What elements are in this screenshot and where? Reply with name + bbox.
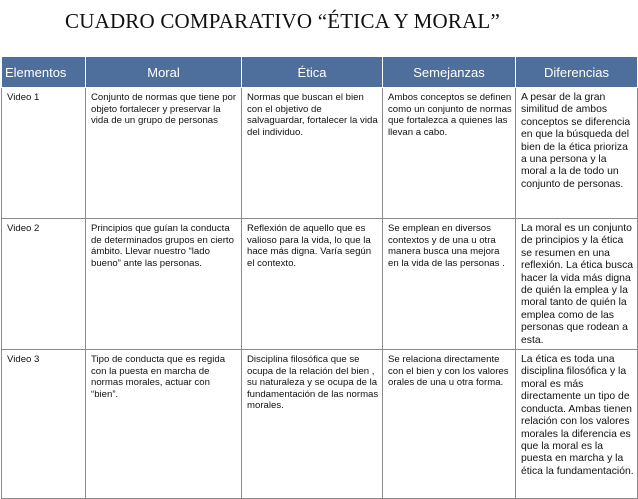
header-moral: Moral	[86, 57, 242, 88]
comparison-table	[1, 56, 638, 499]
header-etica: Ética	[242, 57, 383, 88]
table-row	[2, 350, 638, 499]
table-row	[2, 219, 638, 350]
cell-diferencias: La moral es un conjunto de principios y la ética se resumen en una reflexión. La ética busca hacer la vida más digna de quién la emplea y la moral tanto de quién la emplea como de las personas que rodean a esta.	[516, 219, 638, 350]
cell-element: Video 1	[2, 88, 86, 219]
cell-semejanzas: Se relaciona directamente con el bien y con los valores orales de una u otra forma.	[383, 350, 516, 499]
cell-diferencias: A pesar de la gran similitud de ambos conceptos se diferencia en que la búsqueda del bien de la ética prioriza a una persona y la moral a la de todo un conjunto de personas.	[516, 88, 638, 219]
table-row	[2, 88, 638, 219]
page-title: CUADRO COMPARATIVO “ÉTICA Y MORAL”	[65, 9, 500, 33]
cell-element: Video 2	[2, 219, 86, 350]
cell-element: Video 3	[2, 350, 86, 499]
header-elementos: Elementos	[2, 57, 86, 88]
cell-moral: Conjunto de normas que tiene por objeto fortalecer y preservar la vida de un grupo de personas	[86, 88, 242, 219]
cell-semejanzas: Ambos conceptos se definen como un conjunto de normas que fortalezca a quienes las llevan a cabo.	[383, 88, 516, 219]
cell-diferencias: La ética es toda una disciplina filosófica y la moral es más directamente un tipo de conducta. Ambas tienen relación con los valores morales la diferencia es que la moral es la puesta en marcha y la ética la fundamentación.	[516, 350, 638, 499]
cell-moral: Principios que guían la conducta de determinados grupos en cierto ámbito. Llevar nuestro “lado bueno” ante las personas.	[86, 219, 242, 350]
cell-etica: Disciplina filosófica que se ocupa de la relación del bien , su naturaleza y se ocupa de la fundamentación de las normas morales.	[242, 350, 383, 499]
cell-etica: Reflexión de aquello que es valioso para la vida, lo que la hace más digna. Varía según el contexto.	[242, 219, 383, 350]
header-diferencias: Diferencias	[516, 57, 638, 88]
table-header-row	[2, 57, 638, 88]
header-semejanzas: Semejanzas	[383, 57, 516, 88]
cell-etica: Normas que buscan el bien con el objetivo de salvaguardar, fortalecer la vida del individuo.	[242, 88, 383, 219]
cell-semejanzas: Se emplean en diversos contextos y de una u otra manera busca una mejora en la vida de las personas .	[383, 219, 516, 350]
cell-moral: Tipo de conducta que es regida con la puesta en marcha de normas morales, actuar con “bien”.	[86, 350, 242, 499]
